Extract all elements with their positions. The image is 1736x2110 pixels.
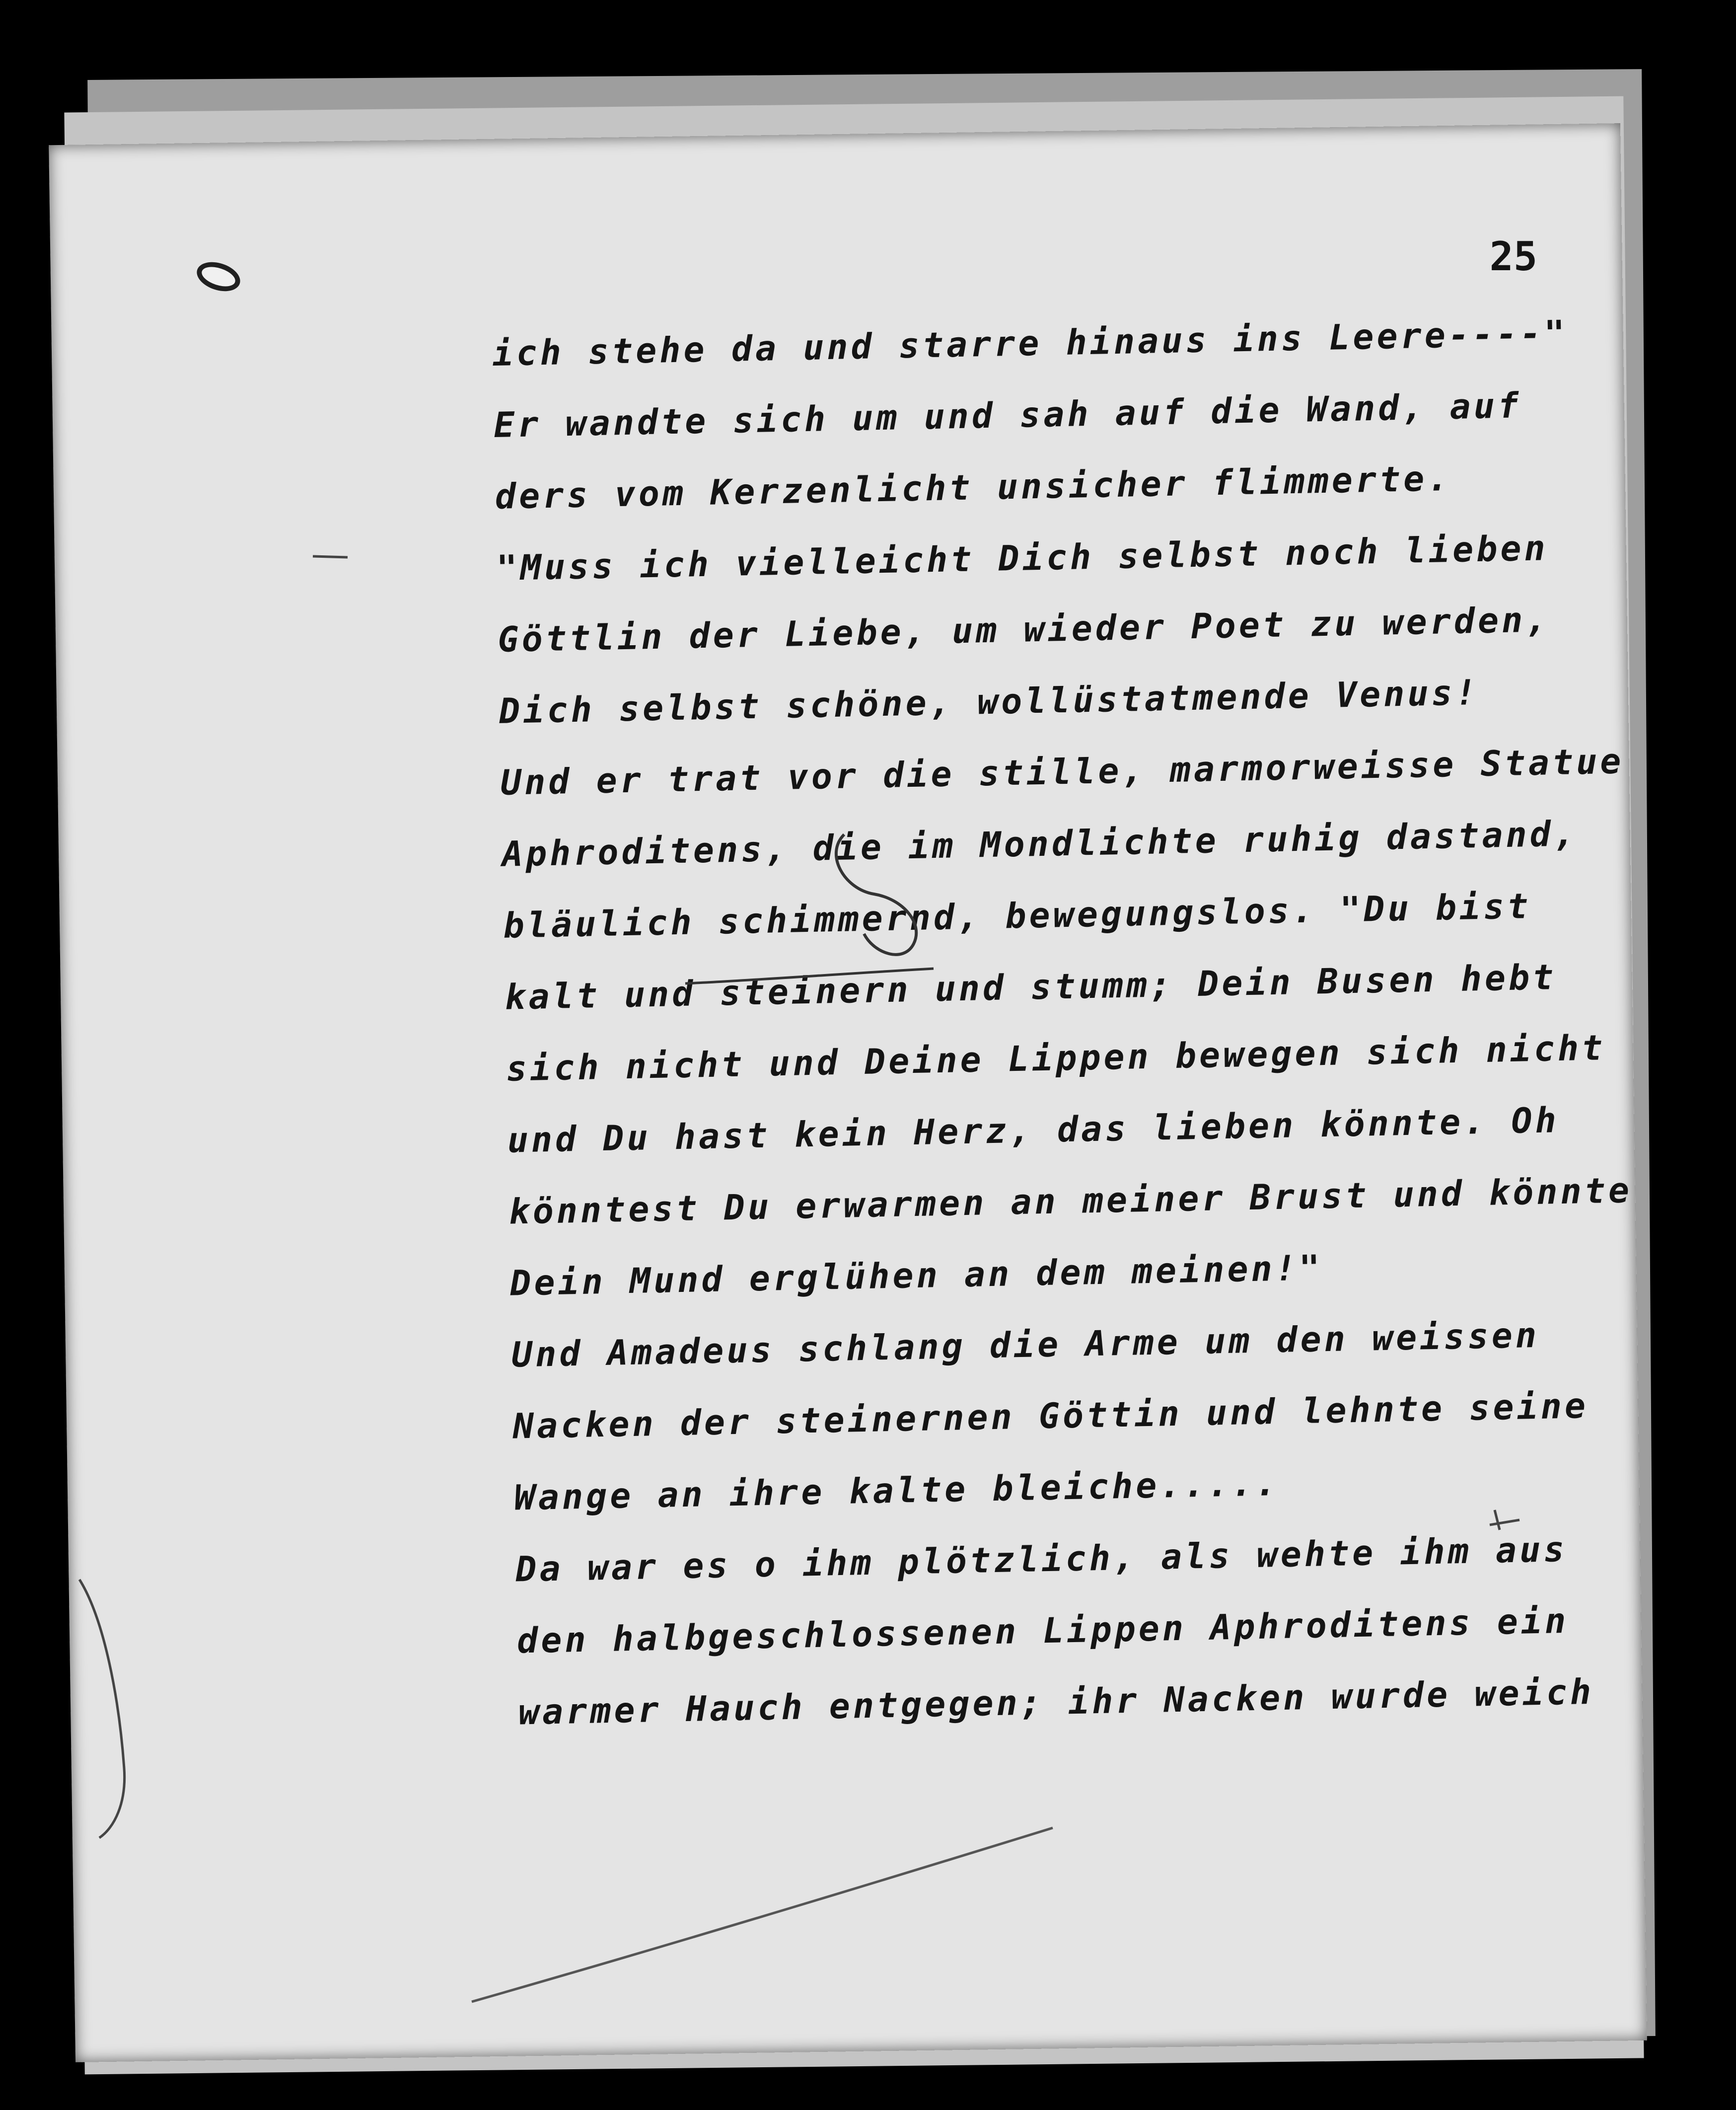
text-line: könntest Du erwarmen an meiner Brust und könnte — [508, 1170, 1633, 1232]
text-line: Aphroditens, die im Mondlichte ruhig dastand, — [501, 813, 1578, 875]
text-line: kalt und steinern und stumm; Dein Busen hebt — [504, 957, 1557, 1018]
text-line: Nacken der steinernen Göttin und lehnte seine — [512, 1385, 1589, 1447]
text-line: und Du hast kein Herz, das lieben könnte. Oh — [507, 1100, 1560, 1161]
text-line: Göttlin der Liebe, um wieder Poet zu werden, — [497, 599, 1550, 660]
text-line: ders vom Kerzenlicht unsicher flimmerte. — [495, 457, 1452, 517]
text-line: Wange an ihre kalte bleiche..... — [513, 1462, 1280, 1518]
text-line: sich nicht und Deine Lippen bewegen sich nicht — [506, 1027, 1606, 1089]
text-line: Da war es o ihm plötzlich, als wehte ihm aus — [515, 1528, 1568, 1590]
page-number: 25 — [1489, 233, 1537, 280]
text-line: Und er trat vor die stille, marmorweisse Statue — [500, 741, 1625, 803]
text-line: den halbgeschlossenen Lippen Aphroditens ein — [516, 1600, 1569, 1661]
text-line: warmer Hauch entgegen; ihr Nacken wurde weich — [518, 1671, 1594, 1733]
text-line: bläulich schimmernd, bewegungslos. "Du bist — [503, 886, 1532, 946]
text-line: Dein Mund erglühen an dem meinen!" — [509, 1247, 1323, 1304]
text-line: "Muss ich vielleicht Dich selbst noch lieben — [496, 528, 1549, 589]
text-line: Er wandte sich um und sah auf die Wand, auf — [493, 385, 1522, 446]
text-line: Dich selbst schöne, wollüstatmende Venus! — [499, 672, 1480, 732]
text-line: Und Amadeus schlang die Arme um den weissen — [511, 1314, 1540, 1375]
typewritten-text — [492, 296, 1661, 1748]
text-line: ich stehe da und starre hinaus ins Leere----" — [492, 312, 1569, 374]
